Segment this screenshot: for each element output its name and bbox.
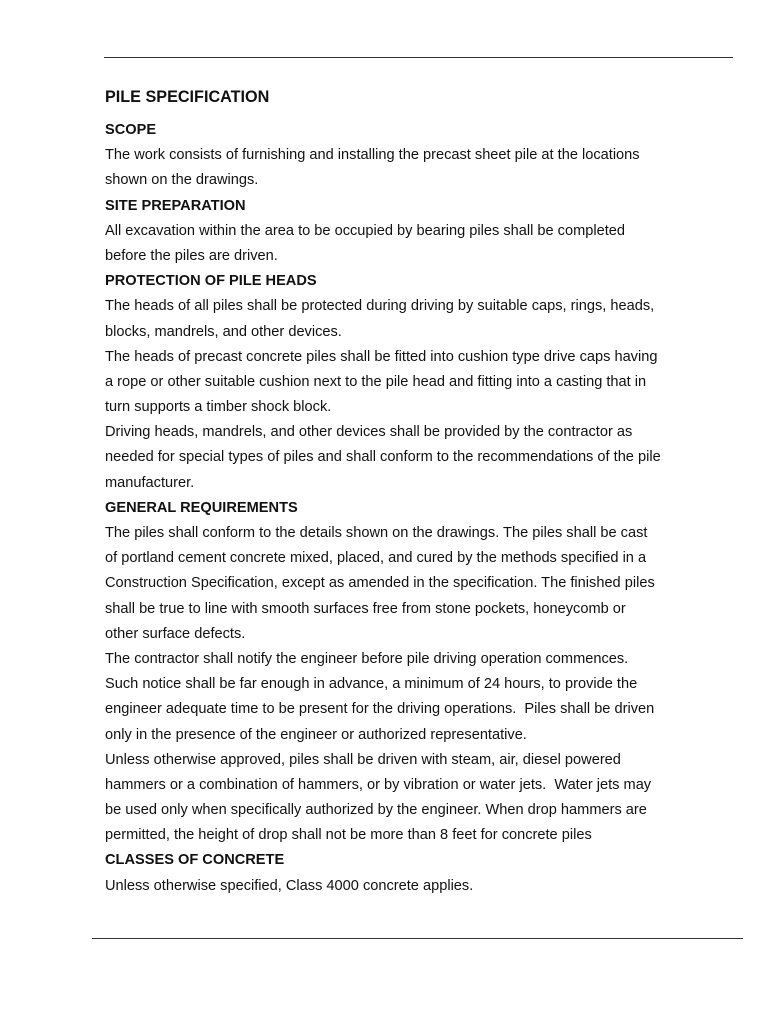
section-heading: CLASSES OF CONCRETE xyxy=(105,852,285,869)
body-text-line: only in the presence of the engineer or authorized representative. xyxy=(105,726,527,743)
body-text-line: Construction Specification, except as amended in the specification. The finished piles xyxy=(105,575,655,592)
top-divider xyxy=(104,57,733,58)
body-text-line: Unless otherwise specified, Class 4000 concrete applies. xyxy=(105,877,474,894)
section-heading: PROTECTION OF PILE HEADS xyxy=(105,273,317,290)
body-text-line: All excavation within the area to be occupied by bearing piles shall be completed xyxy=(105,222,626,239)
section-heading: SCOPE xyxy=(105,122,157,138)
body-text-line: needed for special types of piles and shall conform to the recommendations of the pile xyxy=(105,449,661,466)
body-text-line: The heads of precast concrete piles shall be fitted into cushion type drive caps having xyxy=(105,348,658,365)
body-text-line: other surface defects. xyxy=(105,625,246,642)
document-body xyxy=(105,118,745,899)
body-text-line: before the piles are driven. xyxy=(105,247,278,264)
body-text-line: manufacturer. xyxy=(105,474,195,491)
body-text-line: shown on the drawings. xyxy=(105,172,259,189)
body-text-line: The work consists of furnishing and installing the precast sheet pile at the locations xyxy=(105,147,640,164)
page-title: PILE SPECIFICATION xyxy=(105,88,270,106)
body-text-line: engineer adequate time to be present for the driving operations. Piles shall be driven xyxy=(105,701,655,718)
body-text-line: Such notice shall be far enough in advance, a minimum of 24 hours, to provide the xyxy=(105,676,638,693)
body-text-line: The contractor shall notify the engineer before pile driving operation commences. xyxy=(105,650,629,667)
bottom-divider xyxy=(92,938,743,939)
body-text-line: turn supports a timber shock block. xyxy=(105,399,332,416)
body-text-line: be used only when specifically authorized by the engineer. When drop hammers are xyxy=(105,802,647,819)
body-text-line: Unless otherwise approved, piles shall be driven with steam, air, diesel powered xyxy=(105,751,621,768)
body-text-line: The heads of all piles shall be protected during driving by suitable caps, rings, heads, xyxy=(105,298,655,315)
body-text-line: shall be true to line with smooth surfaces free from stone pockets, honeycomb or xyxy=(105,600,626,617)
body-text-line: The piles shall conform to the details shown on the drawings. The piles shall be cast xyxy=(105,525,648,541)
section-heading: SITE PREPARATION xyxy=(105,197,246,214)
body-text-line: of portland cement concrete mixed, placed, and cured by the methods specified in a xyxy=(105,550,647,567)
body-text-line: permitted, the height of drop shall not be more than 8 feet for concrete piles xyxy=(105,827,592,844)
section-heading: GENERAL REQUIREMENTS xyxy=(105,499,298,516)
body-text-line: Driving heads, mandrels, and other devices shall be provided by the contractor as xyxy=(105,424,633,441)
body-text-line: hammers or a combination of hammers, or by vibration or water jets. Water jets may xyxy=(105,776,652,793)
body-text-line: blocks, mandrels, and other devices. xyxy=(105,323,342,340)
body-text-line: a rope or other suitable cushion next to the pile head and fitting into a casting that in xyxy=(105,373,647,390)
